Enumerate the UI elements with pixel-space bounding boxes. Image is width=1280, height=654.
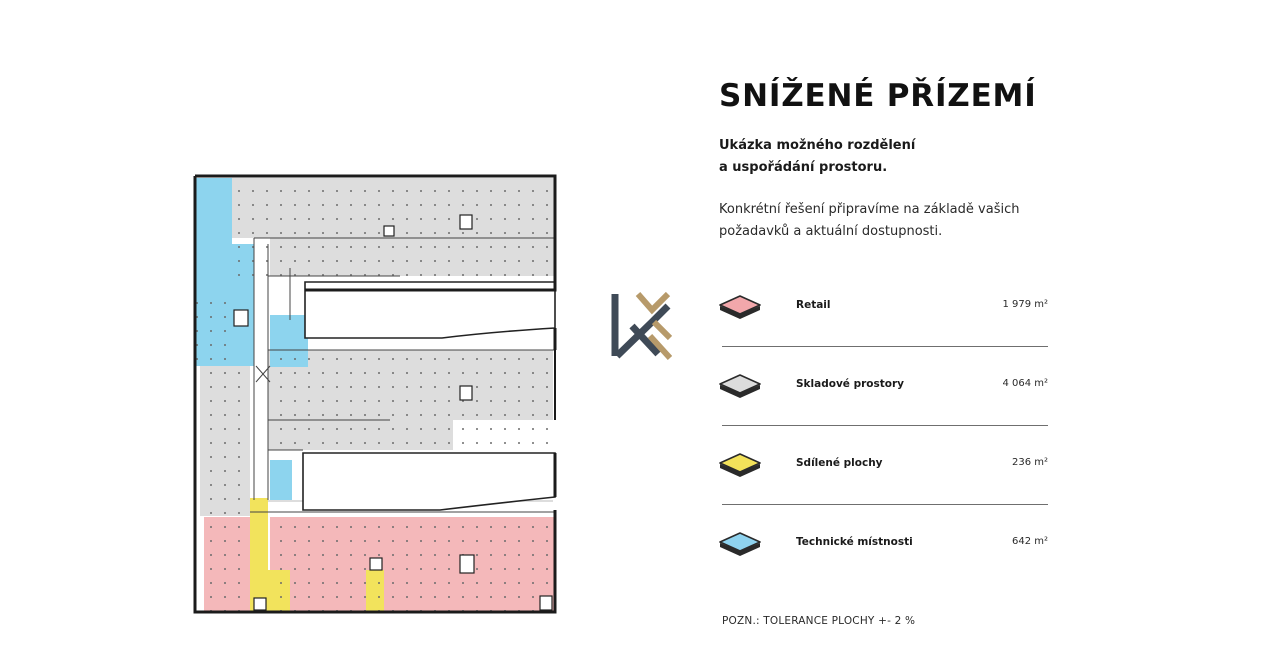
legend-item-retail — [719, 280, 1048, 359]
legend-label: Skladové prostory — [796, 378, 904, 390]
technical-swatch-icon — [719, 529, 761, 559]
legend-area: 1 979 m² — [1002, 299, 1048, 310]
legend-item-shared — [719, 438, 1048, 517]
tolerance-note: POZN.: TOLERANCE PLOCHY +- 2 % — [722, 615, 916, 627]
legend-area: 4 064 m² — [1002, 378, 1048, 389]
legend-label: Technické místnosti — [796, 536, 913, 548]
subtitle-line-1: Ukázka možného rozdělení — [719, 138, 916, 153]
legend-area: 236 m² — [1011, 457, 1048, 468]
plan-column-grid — [196, 178, 555, 612]
legend-item-storage — [719, 359, 1048, 438]
legend — [719, 280, 1048, 596]
description — [719, 199, 1049, 243]
legend-divider — [722, 425, 1048, 426]
retail-swatch-icon — [719, 292, 761, 322]
legend-divider — [722, 346, 1048, 347]
legend-item-technical — [719, 517, 1048, 596]
legend-label: Sdílené plochy — [796, 457, 883, 469]
subtitle — [719, 135, 1019, 179]
legend-divider — [722, 504, 1048, 505]
floor-plan — [190, 170, 570, 620]
legend-area: 642 m² — [1011, 536, 1048, 547]
legend-label: Retail — [796, 299, 831, 311]
shared-swatch-icon — [719, 450, 761, 480]
storage-swatch-icon — [719, 371, 761, 401]
brand-logo-icon — [608, 292, 672, 360]
description-line-1: Konkrétní řešení připravíme na základě vašich — [719, 202, 1020, 217]
page-title: SNÍŽENÉ PŘÍZEMÍ — [719, 78, 1037, 114]
description-line-2: požadavků a aktuální dostupnosti. — [719, 224, 943, 239]
subtitle-line-2: a uspořádání prostoru. — [719, 160, 888, 175]
